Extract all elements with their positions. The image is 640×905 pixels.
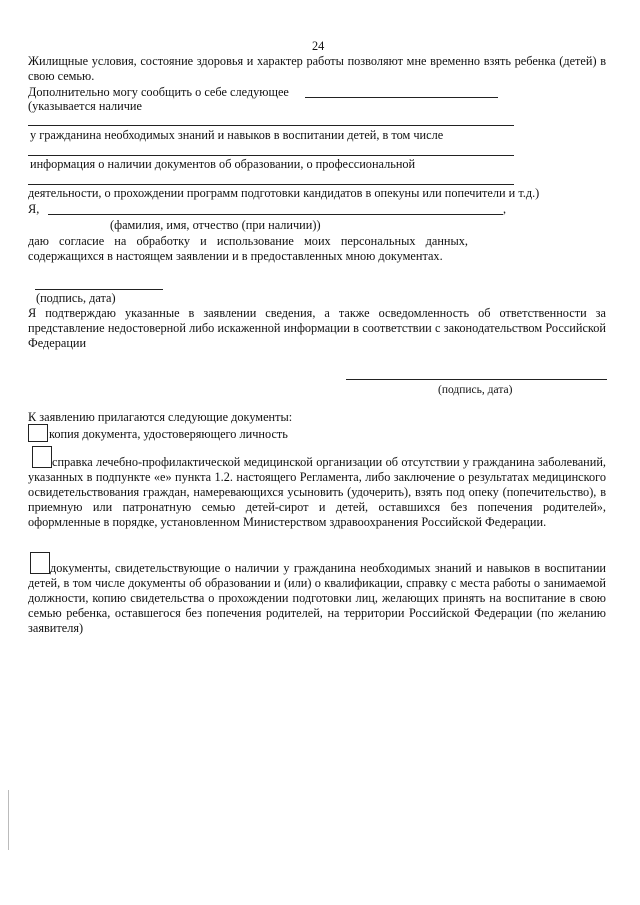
additional-info-label: Дополнительно могу сообщить о себе следующее [28, 85, 289, 99]
fio-field[interactable] [48, 214, 503, 215]
attachments-heading: К заявлению прилагаются следующие документы: [28, 410, 293, 424]
info-line-4-text: деятельности, о прохождении программ подготовки кандидатов в опекуны или попечители и т.д.) [28, 186, 540, 200]
consent-i-label: Я, [28, 202, 40, 216]
fio-caption: (фамилия, имя, отчество (при наличии)) [110, 218, 321, 232]
scan-edge-mark [8, 790, 9, 850]
page-number: 24 [312, 39, 325, 53]
consent-text: даю согласие на обработку и использование моих персональных данных, содержащихся в настоящем заявлении и в предоставленных мною документах. [28, 234, 468, 263]
consent-signature-field[interactable] [35, 289, 163, 290]
attachment-item-1-text: копия документа, удостоверяющего личность [49, 427, 288, 441]
fio-comma: , [503, 202, 507, 216]
confirm-signature-caption: (подпись, дата) [438, 384, 513, 396]
info-line-2[interactable] [28, 155, 514, 156]
attachment-item-2-text: справка лечебно-профилактической медицинской организации об отсутствии у гражданина заболеваний, указанных в подпункте «е» пункта 1.2. настоящего Регламента, либо заключение о результатах медицинского освидетельствования граждан, намеревающихся усыновить (удочерить), взять под опеку (попечительство), в приемную или патронатную семью детей-сирот и детей, оставшихся без попечения родителей», оформленные в порядке, установленном Министерством здравоохранения Российской Федерации. [28, 455, 606, 529]
attachment-checkbox-1[interactable] [28, 424, 48, 442]
info-line-1[interactable] [28, 125, 514, 126]
confirmation-text: Я подтверждаю указанные в заявлении сведения, а также осведомленность об ответственности за представление недостоверной либо искаженной информации в соответствии с законодательством Российской Федерации [28, 306, 606, 350]
housing-conditions-text: Жилищные условия, состояние здоровья и характер работы позволяют мне временно взять ребенка (детей) в свою семью. [28, 54, 606, 83]
info-line-3-text: информация о наличии документов об образовании, о профессиональной [30, 157, 416, 171]
confirm-signature-field[interactable] [346, 379, 607, 380]
additional-info-field[interactable] [305, 97, 498, 98]
info-line-2-text: у гражданина необходимых знаний и навыков в воспитании детей, в том числе [30, 128, 444, 142]
consent-signature-caption: (подпись, дата) [36, 291, 116, 305]
indicated-label: (указывается наличие [28, 99, 142, 113]
attachment-item-3-text: документы, свидетельствующие о наличии у гражданина необходимых знаний и навыков в воспитании детей, в том числе документы об образовании и (или) о квалификации, справку с места работы о занимаемой должности, копию свидетельства о прохождении подготовки лиц, желающих принять на воспитание в свою семью ребенка, оставшегося без попечения родителей, на территории Российской Федерации (по желанию заявителя) [28, 561, 606, 635]
info-line-3[interactable] [28, 184, 514, 185]
